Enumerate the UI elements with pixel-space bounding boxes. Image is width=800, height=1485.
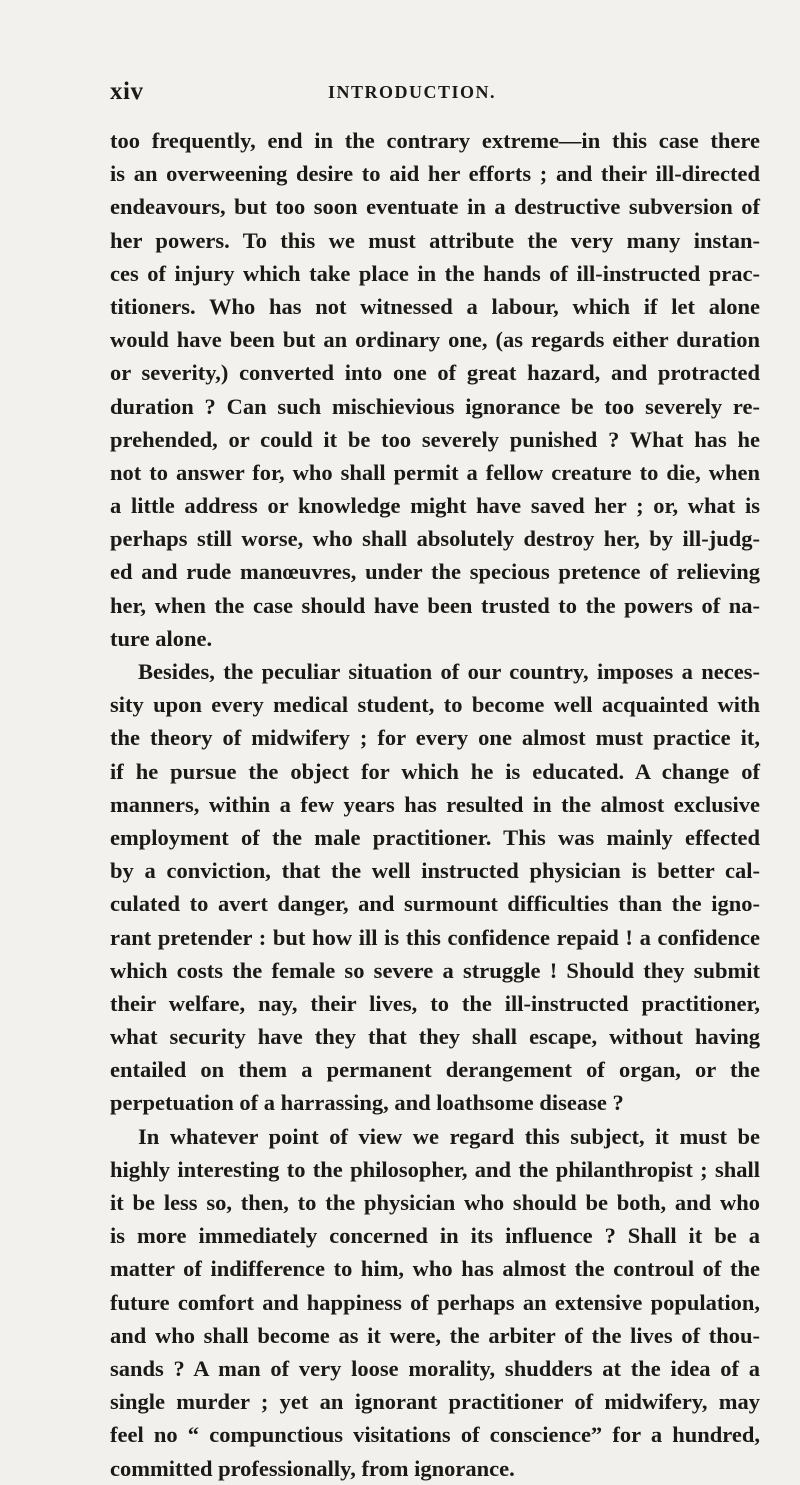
text-line: entailed on them a permanent derangement of organ, or the	[110, 1057, 760, 1083]
text-line: ed and rude manœuvres, under the specious pretence of relieving	[110, 559, 760, 585]
text-line: is more immediately concerned in its influence ? Shall it be a	[110, 1223, 760, 1249]
text-line: sands ? A man of very loose morality, shudders at the idea of a	[110, 1355, 760, 1381]
text-line: endeavours, but too soon eventuate in a destructive subversion of	[110, 194, 760, 220]
text-line: highly interesting to the philosopher, and the philanthropist ; shall	[110, 1156, 760, 1182]
text-line: a little address or knowledge might have saved her ; or, what is	[110, 493, 760, 519]
text-line: and who shall become as it were, the arbiter of the lives of thou-	[110, 1322, 760, 1348]
text-line: ture alone.	[110, 625, 213, 651]
page-header	[110, 78, 750, 108]
running-head: INTRODUCTION.	[328, 82, 497, 102]
text-line: perhaps still worse, who shall absolutely destroy her, by ill-judg-	[110, 526, 760, 552]
text-line: ces of injury which take place in the hands of ill-instructed prac-	[110, 260, 760, 286]
text-line: Besides, the peculiar situation of our country, imposes a neces-	[138, 659, 760, 684]
text-line: duration ? Can such mischievious ignorance be too severely re-	[110, 393, 760, 419]
text-line: In whatever point of view we regard this subject, it must be	[138, 1123, 760, 1149]
text-line: culated to avert danger, and surmount difficulties than the igno-	[110, 891, 760, 917]
text-line: would have been but an ordinary one, (as regards either duration	[110, 327, 760, 353]
text-line: employment of the male practitioner. This was mainly effected	[110, 824, 760, 850]
text-line: manners, within a few years has resulted in the almost exclusive	[110, 791, 760, 817]
text-line: rant pretender : but how ill is this confidence repaid ! a confidence	[110, 924, 760, 950]
text-line: single murder ; yet an ignorant practitioner of midwifery, may	[110, 1389, 760, 1415]
text-line: her powers. To this we must attribute the very many instan-	[110, 227, 760, 253]
text-line: titioners. Who has not witnessed a labour, which if let alone	[110, 293, 760, 319]
text-line: or severity,) converted into one of great hazard, and protracted	[110, 360, 760, 386]
text-line: perpetuation of a harrassing, and loathsome disease ?	[110, 1090, 624, 1116]
text-line: it be less so, then, to the physician who should be both, and who	[110, 1190, 760, 1215]
page-number: xiv	[110, 78, 144, 105]
text-line: the theory of midwifery ; for every one almost must practice it,	[110, 725, 760, 751]
text-line: feel no “ compunctious visitations of conscience” for a hundred,	[110, 1422, 760, 1448]
text-line: if he pursue the object for which he is educated. A change of	[110, 758, 760, 784]
text-line: future comfort and happiness of perhaps an extensive population,	[110, 1289, 760, 1315]
text-line: which costs the female so severe a struggle ! Should they submit	[110, 957, 760, 983]
body-text	[110, 124, 760, 1485]
text-line: is an overweening desire to aid her efforts ; and their ill-directed	[110, 161, 760, 187]
text-line: matter of indifference to him, who has almost the controul of the	[110, 1256, 760, 1282]
text-line: prehended, or could it be too severely punished ? What has he	[110, 426, 760, 452]
text-line: committed professionally, from ignorance.	[110, 1455, 515, 1481]
text-line: their welfare, nay, their lives, to the ill-instructed practitioner,	[110, 990, 760, 1016]
text-line: what security have they that they shall escape, without having	[110, 1024, 760, 1050]
text-line: by a conviction, that the well instructed physician is better cal-	[110, 858, 760, 884]
text-line: her, when the case should have been trusted to the powers of na-	[110, 592, 760, 618]
text-line: sity upon every medical student, to become well acquainted with	[110, 692, 760, 718]
text-line: too frequently, end in the contrary extreme—in this case there	[110, 128, 760, 153]
text-line: not to answer for, who shall permit a fellow creature to die, when	[110, 459, 760, 485]
